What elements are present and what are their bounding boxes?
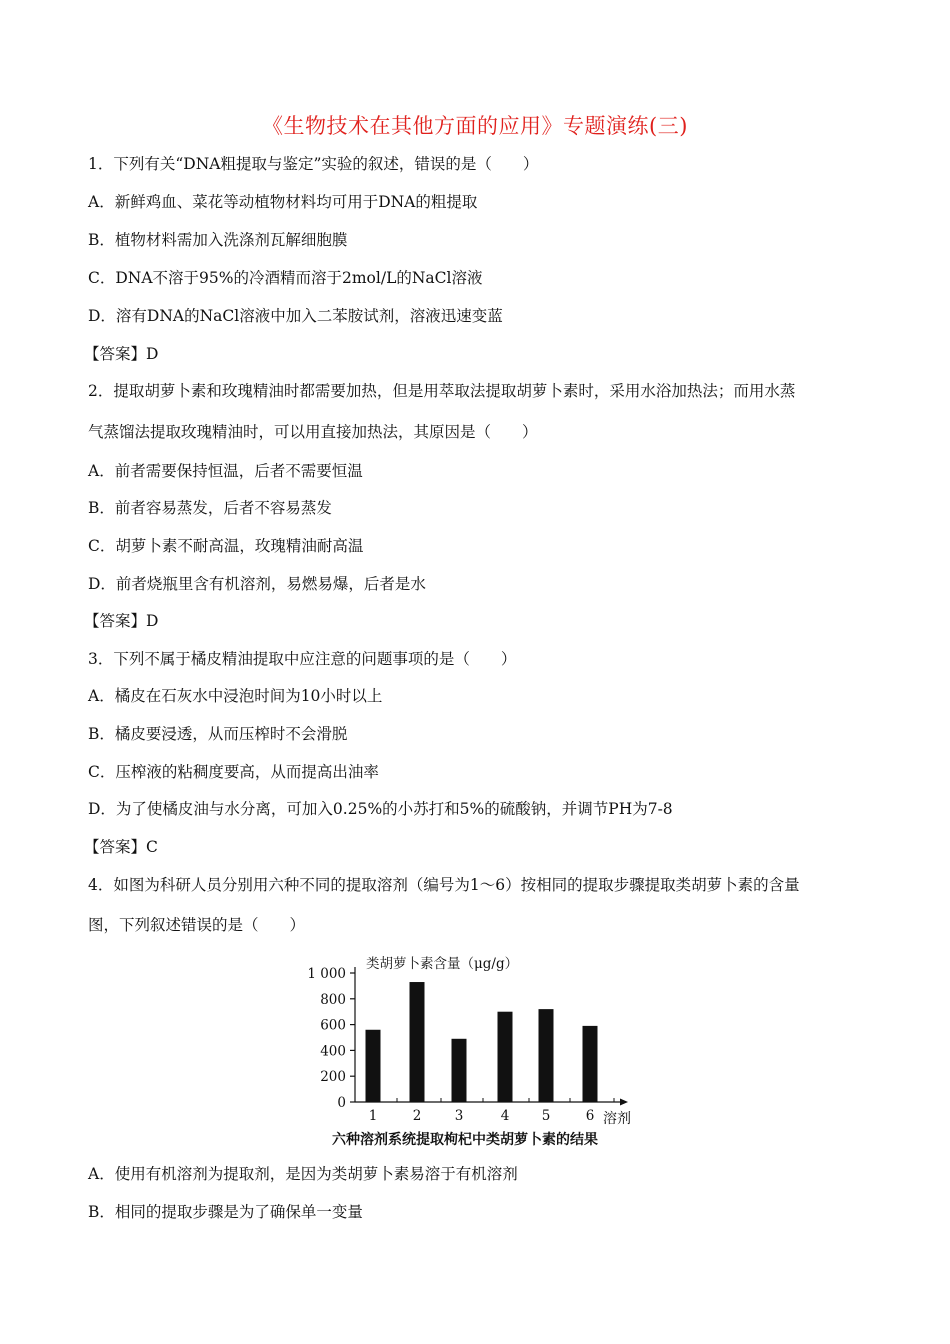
bar-chart <box>300 952 650 1152</box>
q3-option-c: C．压榨液的粘稠度要高，从而提高出油率 <box>88 763 379 781</box>
q1-stem: 1．下列有关“DNA粗提取与鉴定”实验的叙述，错误的是（ ） <box>88 155 539 173</box>
y-tick-label: 400 <box>320 1043 346 1060</box>
x-tick-label: 3 <box>454 1108 464 1124</box>
q1-option-c: C．DNA不溶于95%的冷酒精而溶于2mol/L的NaCl溶液 <box>88 269 483 287</box>
bar <box>498 1012 513 1102</box>
bar <box>410 982 425 1102</box>
q2-option-c: C．胡萝卜素不耐高温，玫瑰精油耐高温 <box>88 537 364 555</box>
x-tick-label: 5 <box>541 1108 551 1124</box>
x-tick-label: 4 <box>500 1108 510 1124</box>
q4-stem-line2: 图，下列叙述错误的是（ ） <box>88 916 306 934</box>
bar <box>366 1030 381 1102</box>
q3-answer: 【答案】C <box>84 838 158 856</box>
chart-title: 六种溶剂系统提取枸杞中类胡萝卜素的结果 <box>332 1132 598 1148</box>
q1-answer: 【答案】D <box>84 345 159 363</box>
y-tick-label: 800 <box>320 991 346 1008</box>
y-tick-label: 200 <box>320 1069 346 1086</box>
chart-xlabel: 溶剂 <box>603 1111 631 1127</box>
q4-stem-line1: 4．如图为科研人员分别用六种不同的提取溶剂（编号为1～6）按相同的提取步骤提取类胡萝卜素的含量 <box>88 876 800 894</box>
q1-option-d: D．溶有DNA的NaCl溶液中加入二苯胺试剂，溶液迅速变蓝 <box>88 307 503 325</box>
y-tick-label: 0 <box>337 1095 346 1111</box>
chart-ylabel: 类胡萝卜素含量（μg/g） <box>366 956 519 972</box>
x-axis-arrow <box>620 1099 628 1106</box>
q4-option-a: A．使用有机溶剂为提取剂，是因为类胡萝卜素易溶于有机溶剂 <box>88 1165 518 1183</box>
y-axis <box>307 966 355 1111</box>
q3-stem: 3．下列不属于橘皮精油提取中应注意的问题事项的是（ ） <box>88 650 517 668</box>
q2-option-b: B．前者容易蒸发，后者不容易蒸发 <box>88 499 332 517</box>
y-tick-label: 1 000 <box>307 966 346 982</box>
q2-answer: 【答案】D <box>84 612 159 630</box>
page-title: 《生物技术在其他方面的应用》专题演练(三) <box>262 114 688 138</box>
q2-option-d: D．前者烧瓶里含有机溶剂，易燃易爆，后者是水 <box>88 575 426 593</box>
q2-option-a: A．前者需要保持恒温，后者不需要恒温 <box>88 462 363 480</box>
x-tick-label: 1 <box>368 1108 378 1124</box>
q4-option-b: B．相同的提取步骤是为了确保单一变量 <box>88 1203 363 1221</box>
q1-option-b: B．植物材料需加入洗涤剂瓦解细胞膜 <box>88 231 348 249</box>
q2-stem-line2: 气蒸馏法提取玫瑰精油时，可以用直接加热法，其原因是（ ） <box>88 423 538 441</box>
q3-option-d: D．为了使橘皮油与水分离，可加入0.25%的小苏打和5%的硫酸钠，并调节PH为7-8 <box>88 800 673 818</box>
x-tick-label: 2 <box>412 1108 422 1124</box>
bar <box>583 1026 598 1102</box>
y-tick-label: 600 <box>320 1017 346 1034</box>
x-axis <box>355 1098 628 1124</box>
x-tick-label: 6 <box>585 1108 595 1124</box>
q1-option-a: A．新鲜鸡血、菜花等动植物材料均可用于DNA的粗提取 <box>88 193 478 211</box>
bar <box>539 1009 554 1102</box>
bar <box>452 1039 467 1102</box>
q3-option-a: A．橘皮在石灰水中浸泡时间为10小时以上 <box>88 687 383 705</box>
q2-stem-line1: 2．提取胡萝卜素和玫瑰精油时都需要加热，但是用萃取法提取胡萝卜素时，采用水浴加热法；而用水蒸 <box>88 382 796 400</box>
q3-option-b: B．橘皮要浸透，从而压榨时不会滑脱 <box>88 725 348 743</box>
bars <box>366 982 598 1102</box>
